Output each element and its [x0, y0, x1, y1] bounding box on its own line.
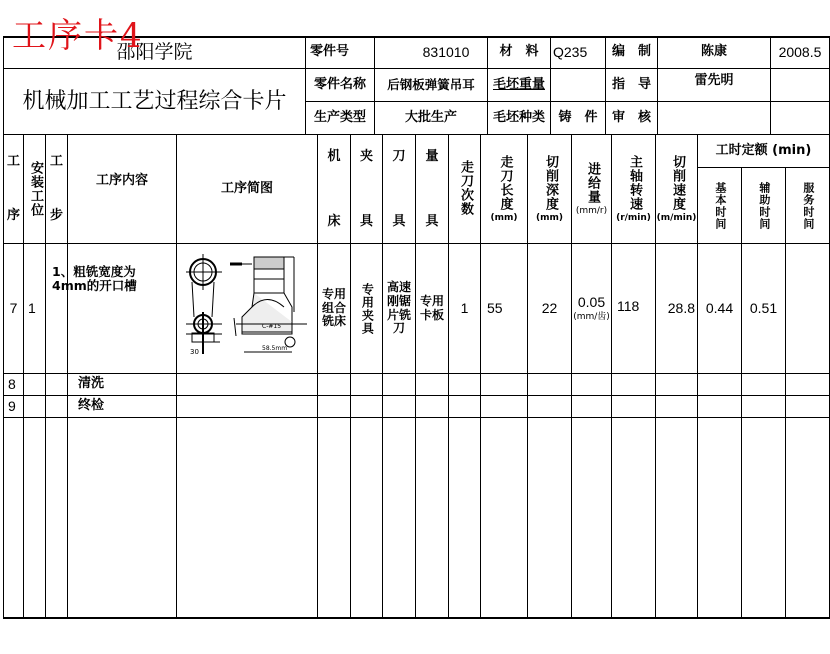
- row7-basic-time: 0.44: [705, 300, 734, 317]
- card-title: 机械加工工艺过程综合卡片: [22, 88, 287, 114]
- blank-kind-label: 毛坯种类: [492, 109, 545, 125]
- col-cut-depth: 切削深度 (mm): [536, 154, 563, 223]
- prod-type-label: 生产类型: [313, 109, 366, 125]
- col-spindle: 主轴转速 (r/min): [616, 154, 651, 223]
- row7-fixture: 专用夹具: [360, 282, 375, 335]
- col-station: 安装工位: [27, 161, 43, 217]
- row7-cut-speed: 28.8: [667, 300, 695, 317]
- guide-label: 指 导: [611, 76, 651, 92]
- school-name: 邵阳学院: [116, 40, 193, 63]
- guide-value: 雷先明: [694, 72, 734, 88]
- svg-text:C-#15: C-#15: [262, 323, 282, 330]
- blank-weight-label: 毛坯重量: [492, 76, 545, 92]
- process-sketch: [182, 252, 312, 360]
- blank-weight-value: [551, 69, 605, 101]
- col-machine: 机 床: [327, 149, 341, 230]
- col-passes: 走刀次数: [457, 160, 473, 216]
- col-fixture: 夹 具: [359, 149, 373, 230]
- row7-station: 1: [28, 300, 36, 317]
- part-name-label: 零件名称: [313, 76, 366, 92]
- svg-text:30: 30: [190, 348, 199, 356]
- col-aux-time: 辅助时间: [757, 181, 771, 230]
- row7-service-time: [786, 244, 829, 373]
- col-process: 工 序: [6, 153, 20, 223]
- col-sketch: 工序简图: [220, 180, 273, 196]
- material-label: 材 料: [499, 44, 539, 60]
- prod-type-value: 大批生产: [404, 109, 457, 125]
- row7-cut-depth: 22: [541, 300, 558, 317]
- material-value: Q235: [553, 44, 588, 61]
- col-feed-length: 走刀长度 (mm): [490, 154, 518, 223]
- row7-gauge: 专用卡板: [419, 293, 444, 322]
- row7-feed: 0.05 (mm/齿): [573, 294, 610, 323]
- part-no-value: 831010: [422, 44, 470, 61]
- process-card-stamp: 工序卡4: [12, 16, 144, 56]
- sketch-dimension: 58.5mm: [262, 345, 288, 352]
- col-step: 工 步: [49, 153, 63, 223]
- col-basic-time: 基本时间: [713, 181, 727, 230]
- row7-process: 7: [9, 300, 18, 317]
- row7-machine: 专用组合铣床: [321, 286, 346, 329]
- col-content: 工序内容: [95, 172, 148, 188]
- col-feed: 进给量 (mm/r): [575, 161, 608, 216]
- compiled-by: 陈康: [700, 44, 727, 60]
- row7-feed-length: 55: [487, 300, 503, 317]
- review-value: [658, 102, 770, 134]
- border-bottom: [3, 617, 830, 619]
- row7-tool: 高速刚锯片铣刀: [386, 279, 411, 336]
- blank-kind-value: 铸 件: [558, 109, 598, 125]
- row9-process: 9: [8, 398, 16, 415]
- row9-content: 终检: [78, 398, 105, 414]
- part-no-label: 零件号: [310, 44, 350, 60]
- connecting-rod-drawing-icon: [182, 252, 312, 360]
- col-time-quota: 工时定额 (min): [715, 142, 812, 158]
- row7-spindle: 118: [617, 298, 640, 315]
- part-name-value: 后钢板弹簧吊耳: [387, 76, 475, 92]
- date-value: 2008.5: [778, 44, 822, 61]
- col-service-time: 服务时间: [801, 181, 815, 230]
- col-gauge: 量 具: [425, 149, 439, 230]
- row8-content: 清洗: [78, 376, 105, 392]
- row8-process: 8: [8, 376, 16, 393]
- review-label: 审 核: [611, 109, 651, 125]
- row7-passes: 1: [460, 300, 469, 317]
- compiled-label: 编 制: [611, 44, 651, 60]
- col-cut-speed: 切削速度 (m/min): [656, 154, 697, 223]
- row7-aux-time: 0.51: [749, 300, 778, 317]
- col-tool: 刀 具: [392, 149, 406, 230]
- row7-content: 1、粗铣宽度为4mm的开口槽: [52, 264, 137, 294]
- divider: [3, 417, 830, 418]
